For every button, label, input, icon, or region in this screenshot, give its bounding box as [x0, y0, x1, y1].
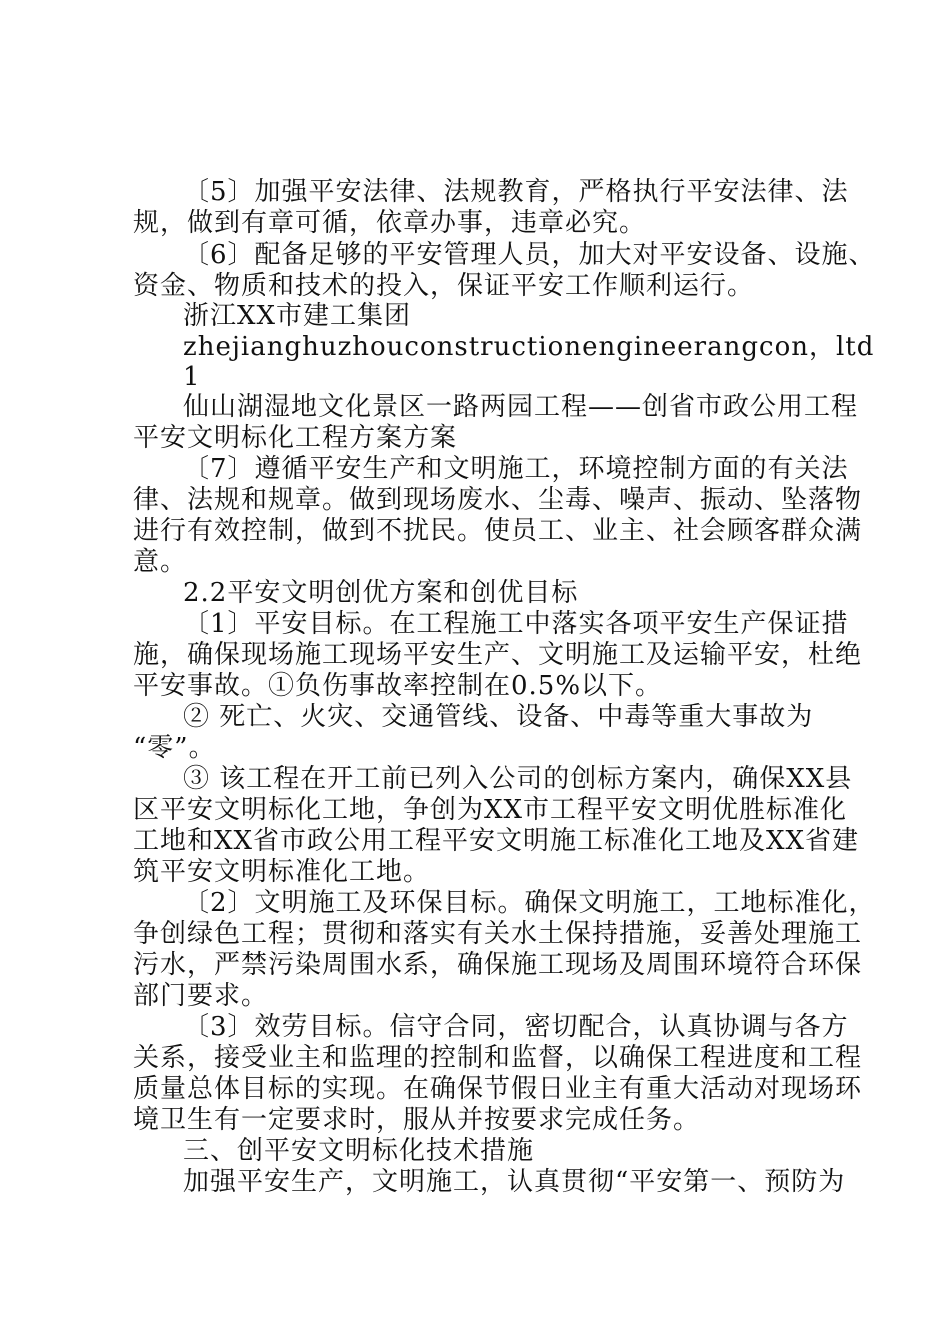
environment-goal-line-2: 争创绿色工程；贯彻和落实有关水土保持措施，妥善处理施工 [133, 919, 863, 949]
accident-goal-line-1: ② 死亡、火灾、交通管线、设备、中毒等重大事故为 [183, 702, 814, 732]
section-3-body-line-1: 加强平安生产，文明施工，认真贯彻“平安第一、预防为 [183, 1167, 846, 1197]
standard-site-line-1: ③ 该工程在开工前已列入公司的创标方案内，确保XX县 [183, 764, 853, 794]
standard-site-line-2: 区平安文明标化工地，争创为XX市工程平安文明优胜标准化 [133, 795, 848, 825]
standard-site-line-4: 筑平安文明标准化工地。 [133, 857, 431, 887]
environment-goal-line-4: 部门要求。 [133, 981, 269, 1011]
project-title-line-2: 平安文明标化工程方案方案 [133, 423, 458, 453]
accident-goal-line-2: “零”。 [133, 733, 216, 763]
environment-goal-line-3: 污水，严禁污染周围水系，确保施工现场及周围环境符合环保 [133, 950, 863, 980]
paragraph-7-line-2: 律、法规和规章。做到现场废水、尘毒、噪声、振动、坠落物 [133, 485, 863, 515]
safety-goal-line-3: 平安事故。①负伤事故率控制在0.5%以下。 [133, 671, 663, 701]
safety-goal-line-2: 施，确保现场施工现场平安生产、文明施工及运输平安，杜绝 [133, 640, 863, 670]
paragraph-5-line-2: 规，做到有章可循，依章办事，违章必究。 [133, 208, 647, 238]
service-goal-line-1: 〔3〕效劳目标。信守合同，密切配合，认真协调与各方 [183, 1012, 849, 1042]
safety-goal-line-1: 〔1〕平安目标。在工程施工中落实各项平安生产保证措 [183, 609, 849, 639]
service-goal-line-4: 境卫生有一定要求时，服从并按要求完成任务。 [133, 1105, 701, 1135]
project-title-line-1: 仙山湖湿地文化景区一路两园工程——创省市政公用工程 [183, 392, 859, 422]
service-goal-line-2: 关系，接受业主和监理的控制和监督，以确保工程进度和工程 [133, 1043, 863, 1073]
company-english-name: zhejianghuzhouconstructionengineerangcon，ltd [183, 332, 875, 362]
section-2-2-heading: 2.2平安文明创优方案和创优目标 [183, 578, 579, 608]
paragraph-7-line-1: 〔7〕遵循平安生产和文明施工，环境控制方面的有关法 [183, 454, 849, 484]
paragraph-7-line-3: 进行有效控制，做到不扰民。使员工、业主、社会顾客群众满 [133, 516, 863, 546]
standard-site-line-3: 工地和XX省市政公用工程平安文明施工标准化工地及XX省建 [133, 826, 860, 856]
service-goal-line-3: 质量总体目标的实现。在确保节假日业主有重大活动对现场环 [133, 1074, 863, 1104]
paragraph-6-line-2: 资金、物质和技术的投入，保证平安工作顺利运行。 [133, 271, 755, 301]
environment-goal-line-1: 〔2〕文明施工及环保目标。确保文明施工，工地标准化， [183, 888, 876, 918]
page-number: 1 [183, 362, 201, 392]
paragraph-6-line-1: 〔6〕配备足够的平安管理人员，加大对平安设备、设施、 [183, 240, 876, 270]
company-name: 浙江XX市建工集团 [183, 301, 412, 331]
paragraph-5-line-1: 〔5〕加强平安法律、法规教育，严格执行平安法律、法 [183, 177, 849, 207]
section-3-heading: 三、创平安文明标化技术措施 [183, 1136, 535, 1166]
paragraph-7-line-4: 意。 [133, 547, 188, 577]
